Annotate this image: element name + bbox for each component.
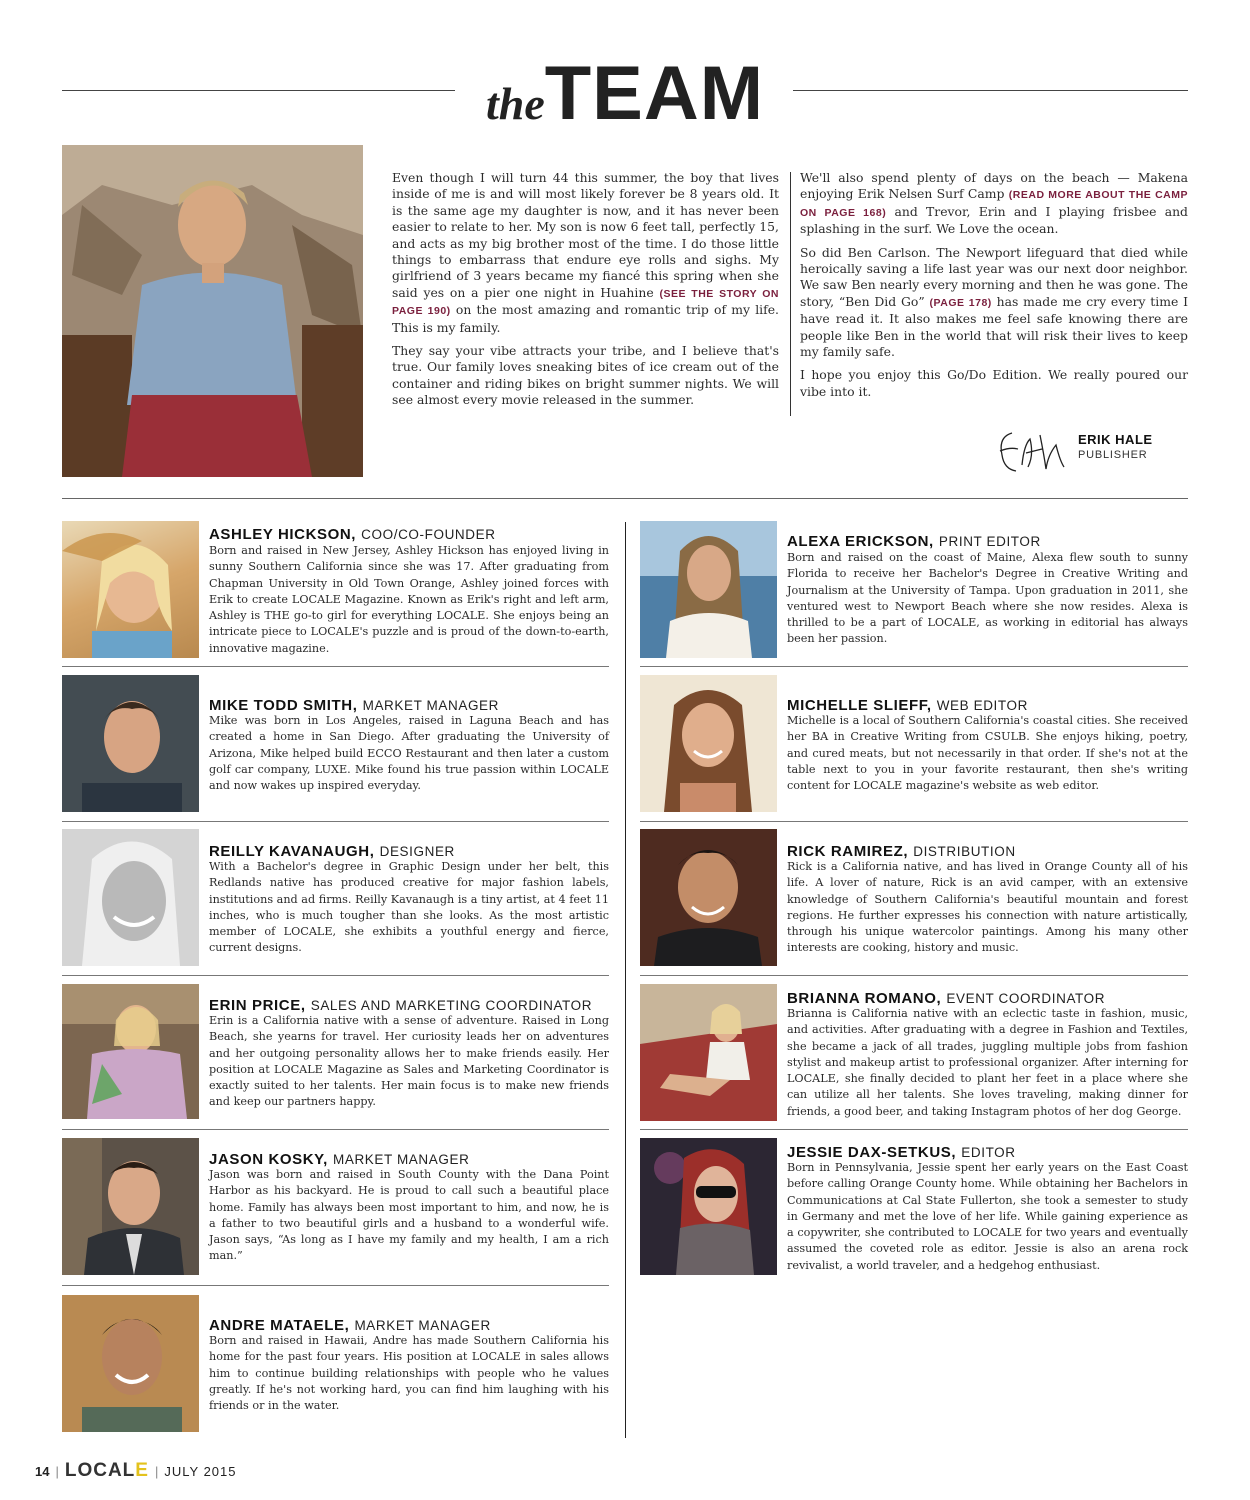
page-reference-link[interactable]: (PAGE 178): [929, 296, 992, 309]
member-bio: With a Bachelor's degree in Graphic Design under her belt, this Redlands native has produced creative for major fashion labels, institutions and ad firms. Reilly Kavanaugh is a tiny artist, at 4 feet 11 inches, who is much tougher than she looks. As the most artistic member of LOCALE, she exhibits a youthful energy and fierce, current designs.: [209, 860, 609, 955]
member-role: MARKET MANAGER: [354, 1318, 491, 1333]
member-role: WEB EDITOR: [936, 698, 1028, 713]
member-divider: [62, 666, 609, 667]
intro-column-divider: [790, 172, 791, 416]
signature-title: PUBLISHER: [1078, 449, 1148, 461]
member-divider: [640, 666, 1188, 667]
member-photo: [62, 675, 199, 812]
header-rule-left: [62, 90, 455, 91]
member-name: MICHELLE SLIEFF,: [787, 697, 932, 714]
header-rule-right: [793, 90, 1188, 91]
locale-logo: [65, 1460, 149, 1481]
member-heading: [787, 531, 1041, 550]
member-heading: [787, 841, 1016, 860]
member-heading: [787, 1142, 1016, 1161]
page-number: 14: [35, 1464, 50, 1479]
member-divider: [62, 975, 609, 976]
member-photo: [640, 984, 777, 1121]
member-divider: [640, 1129, 1188, 1130]
intro-text: So did Ben Carlson. The Newport lifeguard that died while heroically saving a life last year was our next door neighbor. We saw Ben nearly every morning and then he was gone. The story, “Ben Did Go”: [800, 244, 1188, 309]
member-name: ASHLEY HICKSON,: [209, 526, 357, 543]
member-bio: Rick is a California native, and has lived in Orange County all of his life. A lover of nature, Rick is an avid camper, with an extensive knowledge of Southern California's beautiful mountain and forest regions. He further expresses his connection with nature artistically, through his unique watercolor paintings. Among his many other interests are cooking, history and music.: [787, 860, 1188, 955]
intro-text: and Trevor, Erin and I playing frisbee and splashing in the surf. We Love the ocean.: [800, 203, 1188, 237]
section-rule: [62, 498, 1188, 499]
member-divider: [62, 1285, 609, 1286]
member-heading: [209, 695, 499, 714]
member-name: RICK RAMIREZ,: [787, 843, 909, 860]
member-role: EVENT COORDINATOR: [946, 991, 1106, 1006]
signature-block: [1078, 432, 1153, 461]
member-bio: Erin is a California native with a sense of adventure. Raised in Long Beach, she yearns for travel. Her curiosity leads her on adventures and her outgoing personality allows her to make friends easily. Her position at LOCALE Magazine as Sales and Marketing Coordinator is exactly suited to her talents. Her main focus is to make new friends and keep our partners happy.: [209, 1014, 609, 1109]
logo-text: LOCAL: [64, 1460, 136, 1481]
intro-paragraph: They say your vibe attracts your tribe, and I believe that's true. Our family loves sneaking bites of ice cream out of the container and riding bikes on bright summer nights. We will see almost every movie released in the summer.: [392, 343, 779, 408]
member-bio: Born and raised in Hawaii, Andre has made Southern California his home for the past four years. His position at LOCALE in sales allows him to continue building relationships with people who he values greatly. If he's not working hard, you can find him laughing with his friends or in the water.: [209, 1334, 609, 1413]
page-title: [470, 50, 780, 140]
member-photo: [640, 1138, 777, 1275]
member-name: ANDRE MATAELE,: [209, 1317, 350, 1334]
member-bio: Jason was born and raised in South County with the Dana Point Harbor as his backyard. He is proud to call such a beautiful place home. Family has always been most important to him, and now, he is a father to two beautiful girls and a husband to a wonderful wife. Jason says, “As long as I have my family and my health, I am a rich man.”: [209, 1168, 609, 1263]
member-role: MARKET MANAGER: [362, 698, 500, 713]
publisher-photo: [62, 145, 363, 477]
member-heading: [209, 995, 592, 1014]
intro-column-2: [800, 170, 1188, 407]
member-bio: Born in Pennsylvania, Jessie spent her early years on the East Coast before calling Orange County home. While obtaining her Bachelors in Communications at Cal State Fullerton, she took a semester to study in Germany and met the love of her life. While gaining experience as a copywriter, she contributed to LOCALE for two years and eventually assumed the coveted role as editor. Jessie is also an arena rock revivalist, a world traveler, and a hedgehog enthusiast.: [787, 1161, 1188, 1272]
intro-paragraph: [392, 170, 779, 336]
member-name: MIKE TODD SMITH,: [209, 697, 358, 714]
member-bio: Mike was born in Los Angeles, raised in Laguna Beach and has created a home in San Diego. After graduating the University of Arizona, Mike helped build ECCO Restaurant and then later a custom golf car company, LUXE. Mike found his true passion within LOCALE and now wakes up inspired everyday.: [209, 714, 609, 793]
member-divider: [62, 1129, 609, 1130]
member-photo: [640, 829, 777, 966]
logo-accent-letter: E: [135, 1460, 149, 1481]
signature-icon: [994, 425, 1066, 475]
title-team: TEAM: [544, 51, 765, 136]
member-heading: [787, 695, 1028, 714]
member-divider: [640, 975, 1188, 976]
page-reference-link[interactable]: (SEE THE STORY ON PAGE 190): [392, 287, 779, 318]
member-role: COO/CO-FOUNDER: [361, 527, 496, 542]
member-divider: [640, 821, 1188, 822]
intro-text: has made me cry every time I have read it. It also makes me feel safe knowing there are people like Ben in the world that will risk their lives to keep my family safe.: [800, 293, 1188, 360]
member-heading: [209, 841, 455, 860]
member-bio: Born and raised on the coast of Maine, Alexa flew south to sunny Florida to receive her Bachelor's Degree in Creative Writing and Journalism at the University of Tampa. Upon graduation in 2011, she ventured west to Newport Beach where she now resides. Alexa is thrilled to be a part of LOCALE, as working in editorial has always been her passion.: [787, 551, 1188, 646]
member-heading: [209, 1315, 491, 1334]
member-name: JASON KOSKY,: [209, 1151, 328, 1168]
member-bio: Michelle is a local of Southern California's coastal cities. She received her BA in Creative Writing from CSULB. She enjoys hiking, poetry, and cured meats, but not necessarily in that order. If she's not at the table next to you in your favorite restaurant, then she's writing content for LOCALE magazine's website as web editor.: [787, 714, 1188, 793]
member-name: BRIANNA ROMANO,: [787, 990, 942, 1007]
page-reference-link[interactable]: (READ MORE ABOUT THE CAMP ON PAGE 168): [800, 189, 1188, 219]
member-divider: [62, 821, 609, 822]
member-photo: [62, 829, 199, 966]
member-role: MARKET MANAGER: [333, 1152, 470, 1167]
intro-column-1: [392, 170, 779, 416]
issue-date: JULY 2015: [164, 1464, 237, 1479]
member-photo: [62, 984, 199, 1119]
title-the: the: [485, 78, 545, 129]
member-photo: [62, 521, 199, 658]
member-heading: [209, 524, 496, 543]
page-footer: [35, 1460, 237, 1482]
member-role: SALES AND MARKETING COORDINATOR: [310, 998, 593, 1013]
intro-text: on the most amazing and romantic trip of my life. This is my family.: [392, 302, 779, 335]
member-photo: [640, 675, 777, 812]
footer-separator: |: [154, 1464, 159, 1479]
member-role: PRINT EDITOR: [938, 534, 1041, 549]
member-bio: Born and raised in New Jersey, Ashley Hickson has enjoyed living in sunny Southern California since she was 17. After graduating from Chapman University in Old Town Orange, Ashley joined forces with Erik to create LOCALE Magazine. Known as Erik's right and left arm, Ashley is THE go-to girl for everything LOCALE. She enjoys being an intricate piece to LOCALE's puzzle and is proud of the down-to-earth, innovative magazine.: [209, 544, 609, 655]
publisher-photo-illustration: [62, 145, 363, 477]
member-bio: Brianna is California native with an eclectic taste in fashion, music, and activities. After graduating with a degree in Fashion and Textiles, she became a jack of all trades, juggling multiple jobs from fashion stylist and makeup artist to professional organizer. After interning for LOCALE, she finally decided to plant her feet in a place where she can utilize all her talents. She loves traveling, making dinner for friends, a good beer, and taking Instagram photos of her dog George.: [787, 1007, 1188, 1118]
footer-separator: |: [55, 1464, 59, 1479]
member-name: ALEXA ERICKSON,: [787, 533, 934, 550]
member-heading: [209, 1149, 469, 1168]
member-photo: [62, 1138, 199, 1275]
intro-paragraph: [800, 170, 1188, 238]
member-name: REILLY KAVANAUGH,: [209, 843, 375, 860]
intro-text: We'll also spend plenty of days on the beach — Makena enjoying Erik Nelsen Surf Camp: [800, 170, 1188, 202]
member-name: ERIN PRICE,: [209, 997, 306, 1014]
member-photo: [62, 1295, 199, 1432]
signature-name: ERIK HALE: [1078, 432, 1153, 447]
intro-paragraph: I hope you enjoy this Go/Do Edition. We really poured our vibe into it.: [800, 367, 1188, 399]
intro-text: Even though I will turn 44 this summer, the boy that lives inside of me is and will most likely forever be 8 years old. It is the same age my daughter is now, and it has never been easier to relate to her. My son is now 6 feet tall, perfectly 15, and acts as my big brother most of the time. I do those little things to embarrass that endure eye rolls and sighs. My girlfriend of 3 years became my fiancé this spring when she said yes on a pier one night in Huahine: [392, 170, 779, 300]
member-role: DISTRIBUTION: [913, 844, 1016, 859]
team-column-divider: [625, 522, 626, 1438]
member-heading: [787, 988, 1105, 1007]
member-role: DESIGNER: [379, 844, 455, 859]
intro-paragraph: [800, 245, 1188, 361]
member-photo: [640, 521, 777, 658]
member-name: JESSIE DAX-SETKUS,: [787, 1144, 957, 1161]
member-role: EDITOR: [961, 1145, 1016, 1160]
